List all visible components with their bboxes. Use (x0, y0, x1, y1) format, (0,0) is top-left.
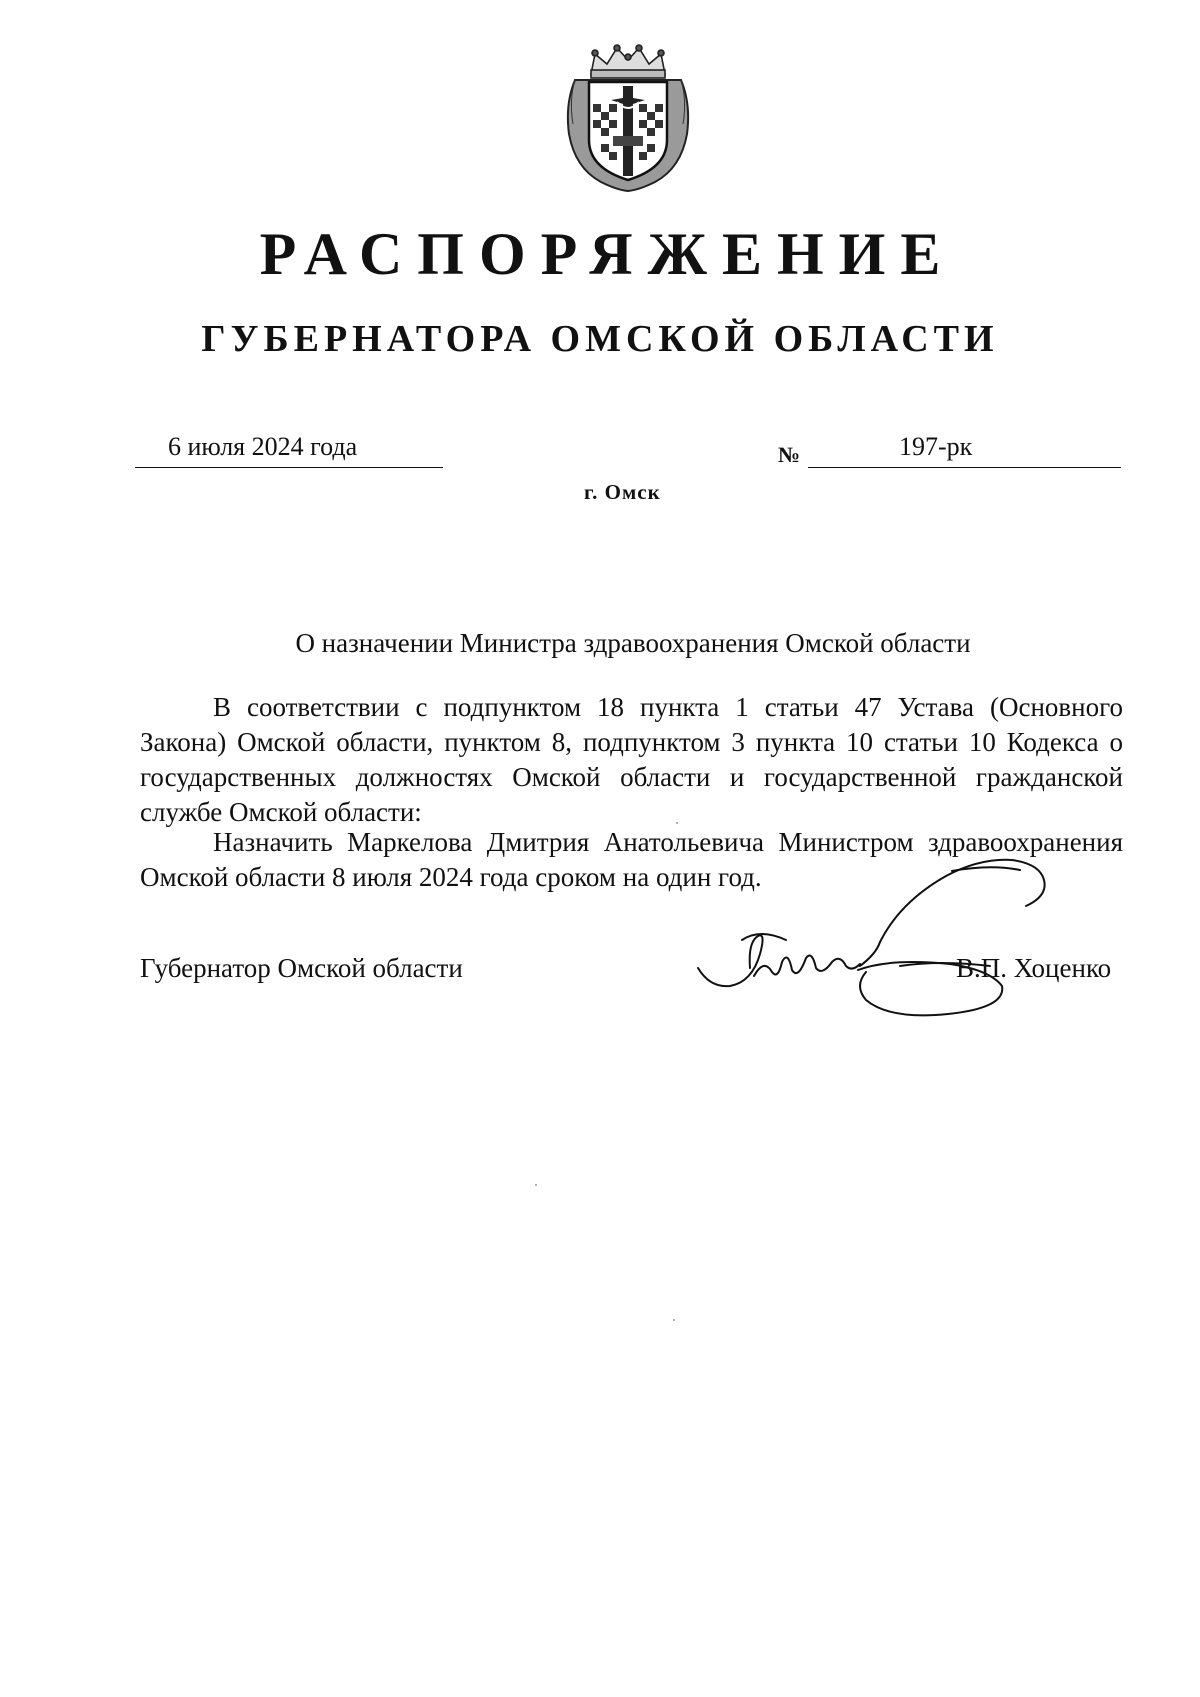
document-date-field (135, 431, 443, 468)
scan-speck (676, 822, 678, 824)
document-city: г. Омск (584, 480, 661, 504)
document-subject: О назначении Министра здравоохранения Омской области (295, 628, 971, 658)
body-paragraph-1: В соответствии с подпунктом 18 пункта 1 статьи 47 Устава (Основного Закона) Омской области, пунктом 8, подпунктом 3 пункта 10 статьи 10 Кодекса о государственных должностях Омской области и государственной гражданской службе Омской области: (140, 692, 1123, 827)
signatory-name: В.П. Хоценко (956, 953, 1112, 983)
number-sign: № (778, 442, 801, 467)
body-paragraph-2: Назначить Маркелова Дмитрия Анатольевича Министром здравоохранения Омской области 8 июля 2024 года сроком на один год. (140, 827, 1123, 892)
document-title: РАСПОРЯЖЕНИЕ (259, 221, 956, 287)
document-date: 6 июля 2024 года (168, 432, 358, 461)
document-number: 197-рк (899, 432, 973, 461)
scan-speck (535, 1184, 537, 1186)
coat-of-arms-icon (561, 44, 695, 192)
document-subtitle: ГУБЕРНАТОРА ОМСКОЙ ОБЛАСТИ (201, 318, 999, 360)
signatory-position: Губернатор Омской области (140, 953, 463, 983)
document-number-field (808, 431, 1121, 468)
scan-speck (673, 1319, 675, 1321)
handwritten-signature (690, 858, 1090, 1028)
